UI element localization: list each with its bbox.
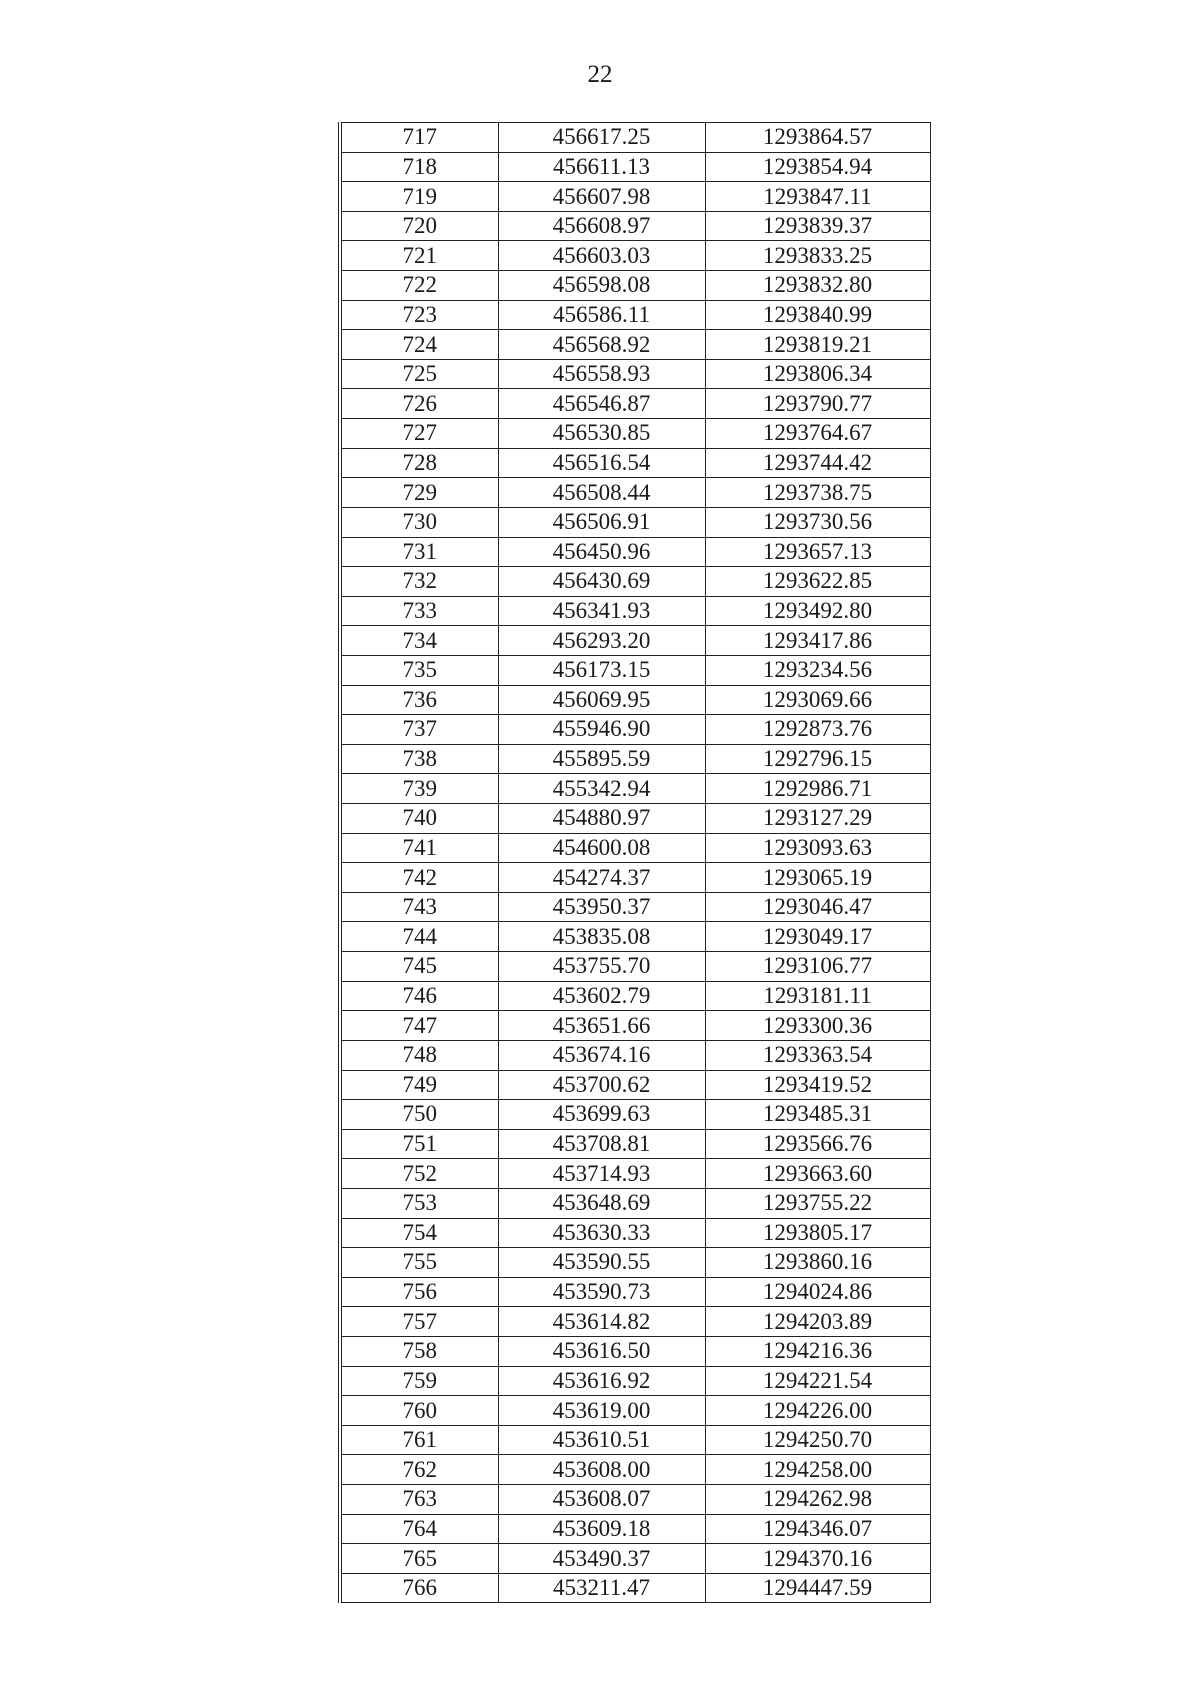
point-number-cell: 751 — [340, 1129, 498, 1159]
x-coordinate-cell: 456568.92 — [498, 330, 705, 360]
point-number-cell: 718 — [340, 152, 498, 182]
table-row — [340, 626, 930, 656]
point-number-cell: 720 — [340, 211, 498, 241]
x-coordinate-cell: 453700.62 — [498, 1070, 705, 1100]
y-coordinate-cell: 1294250.70 — [705, 1425, 930, 1455]
table-row — [340, 1336, 930, 1366]
point-number-cell: 719 — [340, 182, 498, 212]
table-row — [340, 507, 930, 537]
table-row — [340, 182, 930, 212]
coordinates-table-body — [340, 123, 930, 1603]
y-coordinate-cell: 1293839.37 — [705, 211, 930, 241]
x-coordinate-cell: 456598.08 — [498, 271, 705, 301]
table-row — [340, 1070, 930, 1100]
x-coordinate-cell: 456341.93 — [498, 596, 705, 626]
y-coordinate-cell: 1293093.63 — [705, 833, 930, 863]
x-coordinate-cell: 453608.00 — [498, 1455, 705, 1485]
y-coordinate-cell: 1293485.31 — [705, 1100, 930, 1130]
y-coordinate-cell: 1293833.25 — [705, 241, 930, 271]
y-coordinate-cell: 1293234.56 — [705, 655, 930, 685]
point-number-cell: 740 — [340, 804, 498, 834]
table-row — [340, 774, 930, 804]
table-row — [340, 1455, 930, 1485]
table-row — [340, 892, 930, 922]
x-coordinate-cell: 453590.55 — [498, 1248, 705, 1278]
x-coordinate-cell: 456069.95 — [498, 685, 705, 715]
y-coordinate-cell: 1293854.94 — [705, 152, 930, 182]
point-number-cell: 759 — [340, 1366, 498, 1396]
table-row — [340, 1573, 930, 1603]
table-row — [340, 1396, 930, 1426]
x-coordinate-cell: 453614.82 — [498, 1307, 705, 1337]
y-coordinate-cell: 1294447.59 — [705, 1573, 930, 1603]
y-coordinate-cell: 1293065.19 — [705, 863, 930, 893]
y-coordinate-cell: 1293840.99 — [705, 300, 930, 330]
point-number-cell: 743 — [340, 892, 498, 922]
point-number-cell: 725 — [340, 359, 498, 389]
y-coordinate-cell: 1292796.15 — [705, 744, 930, 774]
table-row — [340, 152, 930, 182]
y-coordinate-cell: 1292986.71 — [705, 774, 930, 804]
point-number-cell: 750 — [340, 1100, 498, 1130]
x-coordinate-cell: 455946.90 — [498, 715, 705, 745]
y-coordinate-cell: 1293049.17 — [705, 922, 930, 952]
x-coordinate-cell: 455895.59 — [498, 744, 705, 774]
table-row — [340, 1100, 930, 1130]
point-number-cell: 764 — [340, 1514, 498, 1544]
y-coordinate-cell: 1294262.98 — [705, 1485, 930, 1515]
point-number-cell: 730 — [340, 507, 498, 537]
point-number-cell: 731 — [340, 537, 498, 567]
y-coordinate-cell: 1292873.76 — [705, 715, 930, 745]
x-coordinate-cell: 453950.37 — [498, 892, 705, 922]
point-number-cell: 721 — [340, 241, 498, 271]
table-row — [340, 359, 930, 389]
x-coordinate-cell: 453609.18 — [498, 1514, 705, 1544]
table-row — [340, 330, 930, 360]
x-coordinate-cell: 454600.08 — [498, 833, 705, 863]
y-coordinate-cell: 1293755.22 — [705, 1188, 930, 1218]
x-coordinate-cell: 456293.20 — [498, 626, 705, 656]
x-coordinate-cell: 453708.81 — [498, 1129, 705, 1159]
point-number-cell: 735 — [340, 655, 498, 685]
x-coordinate-cell: 455342.94 — [498, 774, 705, 804]
point-number-cell: 746 — [340, 981, 498, 1011]
y-coordinate-cell: 1294370.16 — [705, 1544, 930, 1574]
table-row — [340, 537, 930, 567]
point-number-cell: 747 — [340, 1011, 498, 1041]
y-coordinate-cell: 1293657.13 — [705, 537, 930, 567]
point-number-cell: 723 — [340, 300, 498, 330]
x-coordinate-cell: 453714.93 — [498, 1159, 705, 1189]
table-row — [340, 981, 930, 1011]
y-coordinate-cell: 1293127.29 — [705, 804, 930, 834]
table-row — [340, 1366, 930, 1396]
table-row — [340, 863, 930, 893]
y-coordinate-cell: 1293764.67 — [705, 419, 930, 449]
y-coordinate-cell: 1294258.00 — [705, 1455, 930, 1485]
x-coordinate-cell: 453648.69 — [498, 1188, 705, 1218]
point-number-cell: 724 — [340, 330, 498, 360]
x-coordinate-cell: 456608.97 — [498, 211, 705, 241]
table-row — [340, 1425, 930, 1455]
table-row — [340, 952, 930, 982]
x-coordinate-cell: 454274.37 — [498, 863, 705, 893]
x-coordinate-cell: 453651.66 — [498, 1011, 705, 1041]
y-coordinate-cell: 1293181.11 — [705, 981, 930, 1011]
y-coordinate-cell: 1293847.11 — [705, 182, 930, 212]
point-number-cell: 763 — [340, 1485, 498, 1515]
table-row — [340, 1544, 930, 1574]
table-row — [340, 1040, 930, 1070]
table-row — [340, 715, 930, 745]
table-row — [340, 389, 930, 419]
table-row — [340, 123, 930, 153]
y-coordinate-cell: 1293622.85 — [705, 567, 930, 597]
y-coordinate-cell: 1293819.21 — [705, 330, 930, 360]
table-row — [340, 1159, 930, 1189]
x-coordinate-cell: 456617.25 — [498, 123, 705, 153]
point-number-cell: 741 — [340, 833, 498, 863]
x-coordinate-cell: 453619.00 — [498, 1396, 705, 1426]
point-number-cell: 742 — [340, 863, 498, 893]
point-number-cell: 734 — [340, 626, 498, 656]
table-row — [340, 448, 930, 478]
table-row — [340, 804, 930, 834]
y-coordinate-cell: 1294221.54 — [705, 1366, 930, 1396]
x-coordinate-cell: 456607.98 — [498, 182, 705, 212]
point-number-cell: 745 — [340, 952, 498, 982]
x-coordinate-cell: 453211.47 — [498, 1573, 705, 1603]
y-coordinate-cell: 1293805.17 — [705, 1218, 930, 1248]
x-coordinate-cell: 456506.91 — [498, 507, 705, 537]
table-row — [340, 1188, 930, 1218]
table-row — [340, 685, 930, 715]
point-number-cell: 738 — [340, 744, 498, 774]
table-row — [340, 419, 930, 449]
table-row — [340, 1011, 930, 1041]
x-coordinate-cell: 453490.37 — [498, 1544, 705, 1574]
point-number-cell: 756 — [340, 1277, 498, 1307]
point-number-cell: 757 — [340, 1307, 498, 1337]
y-coordinate-cell: 1293860.16 — [705, 1248, 930, 1278]
y-coordinate-cell: 1294024.86 — [705, 1277, 930, 1307]
point-number-cell: 733 — [340, 596, 498, 626]
y-coordinate-cell: 1293300.36 — [705, 1011, 930, 1041]
y-coordinate-cell: 1293106.77 — [705, 952, 930, 982]
point-number-cell: 754 — [340, 1218, 498, 1248]
point-number-cell: 762 — [340, 1455, 498, 1485]
point-number-cell: 736 — [340, 685, 498, 715]
point-number-cell: 760 — [340, 1396, 498, 1426]
x-coordinate-cell: 456173.15 — [498, 655, 705, 685]
table-row — [340, 567, 930, 597]
point-number-cell: 761 — [340, 1425, 498, 1455]
y-coordinate-cell: 1294226.00 — [705, 1396, 930, 1426]
table-row — [340, 478, 930, 508]
x-coordinate-cell: 456450.96 — [498, 537, 705, 567]
x-coordinate-cell: 453835.08 — [498, 922, 705, 952]
x-coordinate-cell: 453755.70 — [498, 952, 705, 982]
y-coordinate-cell: 1293864.57 — [705, 123, 930, 153]
x-coordinate-cell: 456558.93 — [498, 359, 705, 389]
table-row — [340, 744, 930, 774]
y-coordinate-cell: 1293492.80 — [705, 596, 930, 626]
y-coordinate-cell: 1293790.77 — [705, 389, 930, 419]
x-coordinate-cell: 453590.73 — [498, 1277, 705, 1307]
point-number-cell: 748 — [340, 1040, 498, 1070]
table-row — [340, 1129, 930, 1159]
point-number-cell: 728 — [340, 448, 498, 478]
point-number-cell: 766 — [340, 1573, 498, 1603]
table-row — [340, 271, 930, 301]
point-number-cell: 744 — [340, 922, 498, 952]
table-row — [340, 1277, 930, 1307]
point-number-cell: 732 — [340, 567, 498, 597]
y-coordinate-cell: 1293832.80 — [705, 271, 930, 301]
x-coordinate-cell: 456586.11 — [498, 300, 705, 330]
point-number-cell: 727 — [340, 419, 498, 449]
point-number-cell: 765 — [340, 1544, 498, 1574]
x-coordinate-cell: 453699.63 — [498, 1100, 705, 1130]
y-coordinate-cell: 1293069.66 — [705, 685, 930, 715]
table-row — [340, 596, 930, 626]
y-coordinate-cell: 1293806.34 — [705, 359, 930, 389]
y-coordinate-cell: 1293730.56 — [705, 507, 930, 537]
x-coordinate-cell: 453630.33 — [498, 1218, 705, 1248]
point-number-cell: 753 — [340, 1188, 498, 1218]
x-coordinate-cell: 453610.51 — [498, 1425, 705, 1455]
y-coordinate-cell: 1293419.52 — [705, 1070, 930, 1100]
point-number-cell: 755 — [340, 1248, 498, 1278]
table-row — [340, 1248, 930, 1278]
y-coordinate-cell: 1293744.42 — [705, 448, 930, 478]
point-number-cell: 726 — [340, 389, 498, 419]
table-row — [340, 1485, 930, 1515]
x-coordinate-cell: 453602.79 — [498, 981, 705, 1011]
table-row — [340, 241, 930, 271]
x-coordinate-cell: 453616.50 — [498, 1336, 705, 1366]
y-coordinate-cell: 1293738.75 — [705, 478, 930, 508]
page-number: 22 — [587, 61, 613, 88]
x-coordinate-cell: 454880.97 — [498, 804, 705, 834]
point-number-cell: 729 — [340, 478, 498, 508]
y-coordinate-cell: 1294216.36 — [705, 1336, 930, 1366]
table-row — [340, 1514, 930, 1544]
x-coordinate-cell: 453616.92 — [498, 1366, 705, 1396]
y-coordinate-cell: 1293417.86 — [705, 626, 930, 656]
x-coordinate-cell: 456530.85 — [498, 419, 705, 449]
point-number-cell: 737 — [340, 715, 498, 745]
point-number-cell: 752 — [340, 1159, 498, 1189]
x-coordinate-cell: 456430.69 — [498, 567, 705, 597]
x-coordinate-cell: 456508.44 — [498, 478, 705, 508]
table-row — [340, 300, 930, 330]
table-row — [340, 655, 930, 685]
y-coordinate-cell: 1293046.47 — [705, 892, 930, 922]
x-coordinate-cell: 456603.03 — [498, 241, 705, 271]
point-number-cell: 717 — [340, 123, 498, 153]
y-coordinate-cell: 1294346.07 — [705, 1514, 930, 1544]
table-row — [340, 211, 930, 241]
point-number-cell: 749 — [340, 1070, 498, 1100]
x-coordinate-cell: 456516.54 — [498, 448, 705, 478]
point-number-cell: 758 — [340, 1336, 498, 1366]
point-number-cell: 739 — [340, 774, 498, 804]
table-row — [340, 833, 930, 863]
coordinates-table — [338, 122, 931, 1603]
y-coordinate-cell: 1294203.89 — [705, 1307, 930, 1337]
y-coordinate-cell: 1293363.54 — [705, 1040, 930, 1070]
x-coordinate-cell: 453674.16 — [498, 1040, 705, 1070]
x-coordinate-cell: 456546.87 — [498, 389, 705, 419]
x-coordinate-cell: 456611.13 — [498, 152, 705, 182]
table-row — [340, 1307, 930, 1337]
y-coordinate-cell: 1293566.76 — [705, 1129, 930, 1159]
y-coordinate-cell: 1293663.60 — [705, 1159, 930, 1189]
table-row — [340, 922, 930, 952]
x-coordinate-cell: 453608.07 — [498, 1485, 705, 1515]
table-row — [340, 1218, 930, 1248]
point-number-cell: 722 — [340, 271, 498, 301]
